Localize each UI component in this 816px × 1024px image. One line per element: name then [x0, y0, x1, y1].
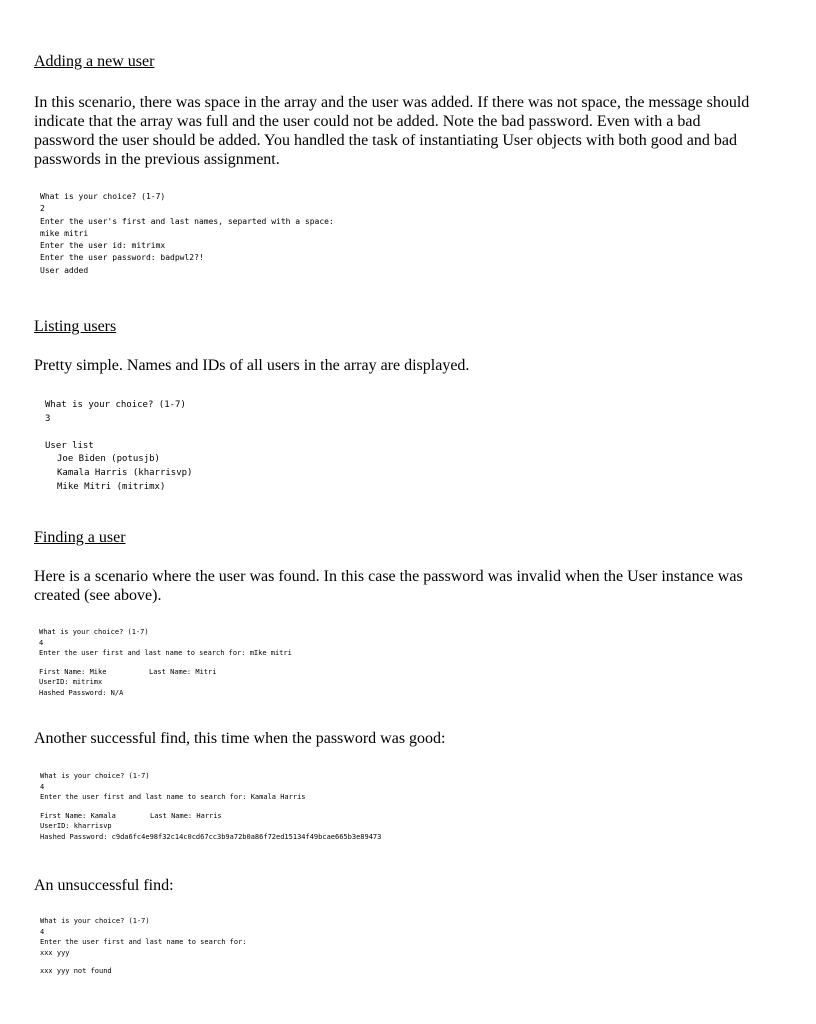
console-line: 2: [40, 204, 45, 214]
another-find-console-output: [40, 771, 381, 842]
console-line: 4: [40, 927, 45, 936]
user-list-item: Joe Biden (potusjb): [57, 454, 160, 465]
console-line: User list: [45, 440, 94, 451]
last-name-value: Last Name: Harris: [150, 811, 222, 820]
console-line: UserID: kharrisvp: [40, 822, 112, 830]
console-line: 3: [45, 413, 51, 424]
console-line: Enter the user first and last name to search for: mIke mitri: [39, 649, 292, 657]
adding-user-paragraph: In this scenario, there was space in the array and the user was added. If there was not space, the message should indicate that the array was full and the user could not be added. Note the bad password. Even with a bad password the user should be added. You handled the task of instantiating User objects with both good and bad passwords in the previous assignment.: [34, 94, 750, 168]
adding-user-console-output: [40, 191, 334, 277]
another-find-paragraph: Another successful find, this time when the password was good:: [34, 730, 446, 747]
unsuccessful-find-paragraph: An unsuccessful find:: [34, 877, 174, 894]
console-line: Hashed Password: N/A: [39, 688, 124, 697]
console-line: What is your choice? (1-7): [45, 400, 186, 410]
console-line: mike mitri: [40, 228, 89, 238]
console-line: Enter the user id: mitrimx: [40, 241, 166, 251]
listing-users-paragraph: Pretty simple. Names and IDs of all users in the array are displayed.: [34, 357, 470, 374]
console-line: Enter the user first and last name to search for:: [40, 938, 247, 946]
user-list-item: Kamala Harris (kharrisvp): [57, 468, 193, 479]
console-line: 4: [40, 782, 45, 791]
console-line: xxx yyy not found: [40, 967, 112, 975]
console-line: What is your choice? (1-7): [40, 917, 150, 925]
console-line: UserID: mitrimx: [39, 678, 103, 686]
section-heading-finding-user: Finding a user: [34, 529, 126, 546]
unsuccessful-find-console-output: [40, 916, 247, 977]
console-line: Enter the user's first and last names, separted with a space:: [40, 216, 334, 226]
console-line: User added: [40, 265, 89, 275]
name-row: [40, 811, 381, 822]
section-heading-listing-users: Listing users: [34, 318, 117, 335]
console-line: 4: [39, 638, 44, 647]
section-heading-adding-user: Adding a new user: [34, 53, 155, 70]
console-line: Hashed Password: c9da6fc4e98f32c14c0cd67cc3b9a72b0a86f72ed15134f49bcae665b3e89473: [40, 832, 382, 841]
console-line: What is your choice? (1-7): [40, 772, 150, 780]
finding-user-console-output: [39, 627, 292, 698]
user-list-item: Mike Mitri (mitrimx): [57, 481, 166, 492]
console-line: What is your choice? (1-7): [39, 628, 149, 636]
console-line: What is your choice? (1-7): [40, 192, 166, 201]
console-line: Enter the user first and last name to search for: Kamala Harris: [40, 793, 306, 801]
last-name-value: Last Name: Mitri: [149, 667, 217, 676]
console-line: xxx yyy: [40, 948, 70, 957]
listing-users-console-output: [45, 399, 192, 495]
finding-user-paragraph: Here is a scenario where the user was found. In this case the password was invalid when the User instance was created (see above).: [34, 568, 743, 604]
first-name-value: First Name: Kamala: [40, 811, 116, 820]
name-row: [39, 667, 292, 678]
console-line: Enter the user password: badpwl2?!: [40, 253, 204, 263]
first-name-value: First Name: Mike: [39, 667, 107, 676]
